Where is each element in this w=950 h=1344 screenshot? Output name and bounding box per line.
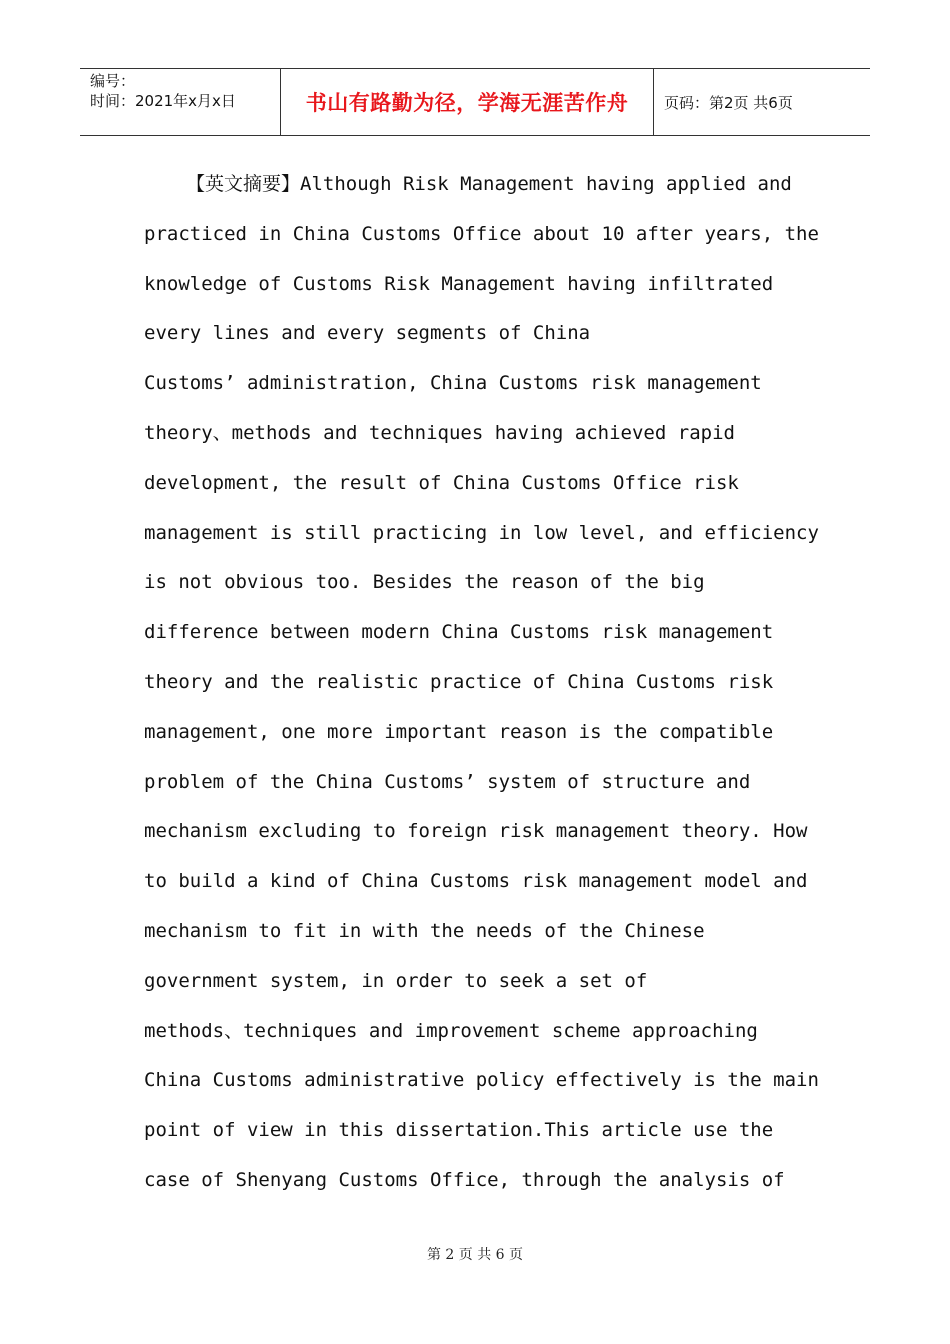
text-line: mechanism excluding to foreign risk management theory. How <box>144 820 808 843</box>
document-header <box>80 68 870 136</box>
page-footer <box>0 1244 950 1264</box>
text-line: methods、techniques and improvement scheme approaching <box>144 1019 758 1042</box>
text-line: to build a kind of China Customs risk management model and <box>144 870 808 893</box>
motto-text: 书山有路勤为径，学海无涯苦作舟 <box>305 91 629 115</box>
number-label: 编号： <box>90 72 136 90</box>
header-meta-cell <box>80 69 281 135</box>
text-line: case of Shenyang Customs Office, through the analysis of <box>144 1168 785 1191</box>
text-line: point of view in this dissertation.This article use the <box>144 1119 774 1142</box>
text-line: China Customs administrative policy effectively is the main <box>144 1069 819 1092</box>
text-line: problem of the China Customs’ system of structure and <box>144 770 751 793</box>
text-line: practiced in China Customs Office about 10 after years, the <box>144 222 819 245</box>
text-line: knowledge of Customs Risk Management having infiltrated <box>144 272 774 295</box>
time-label: 时间：2021年x月x日 <box>90 92 236 110</box>
text-line: every lines and every segments of China <box>144 322 591 345</box>
text-line: is not obvious too. Besides the reason of the big <box>144 571 705 594</box>
text-line: management, one more important reason is the compatible <box>144 720 774 743</box>
text-line: government system, in order to seek a set of <box>144 969 648 992</box>
text-line: mechanism to fit in with the needs of the Chinese <box>144 919 705 942</box>
abstract-body <box>144 160 834 1206</box>
text-line: theory and the realistic practice of China Customs risk <box>144 670 774 693</box>
text-line: 【英文摘要】Although Risk Management having applied and <box>186 173 792 195</box>
text-line: difference between modern China Customs risk management <box>144 621 774 644</box>
header-motto-cell <box>281 69 654 135</box>
header-page-cell <box>654 69 870 135</box>
page-info: 页码：第2页 共6页 <box>664 93 793 112</box>
text-line: Customs’ administration, China Customs risk management <box>144 372 762 395</box>
text-line: theory、methods and techniques having achieved rapid <box>144 421 735 444</box>
text-line: management is still practicing in low level, and efficiency <box>144 521 819 544</box>
footer-page-number: 第 2 页 共 6 页 <box>426 1247 524 1263</box>
text-line: development, the result of China Customs Office risk <box>144 471 739 494</box>
